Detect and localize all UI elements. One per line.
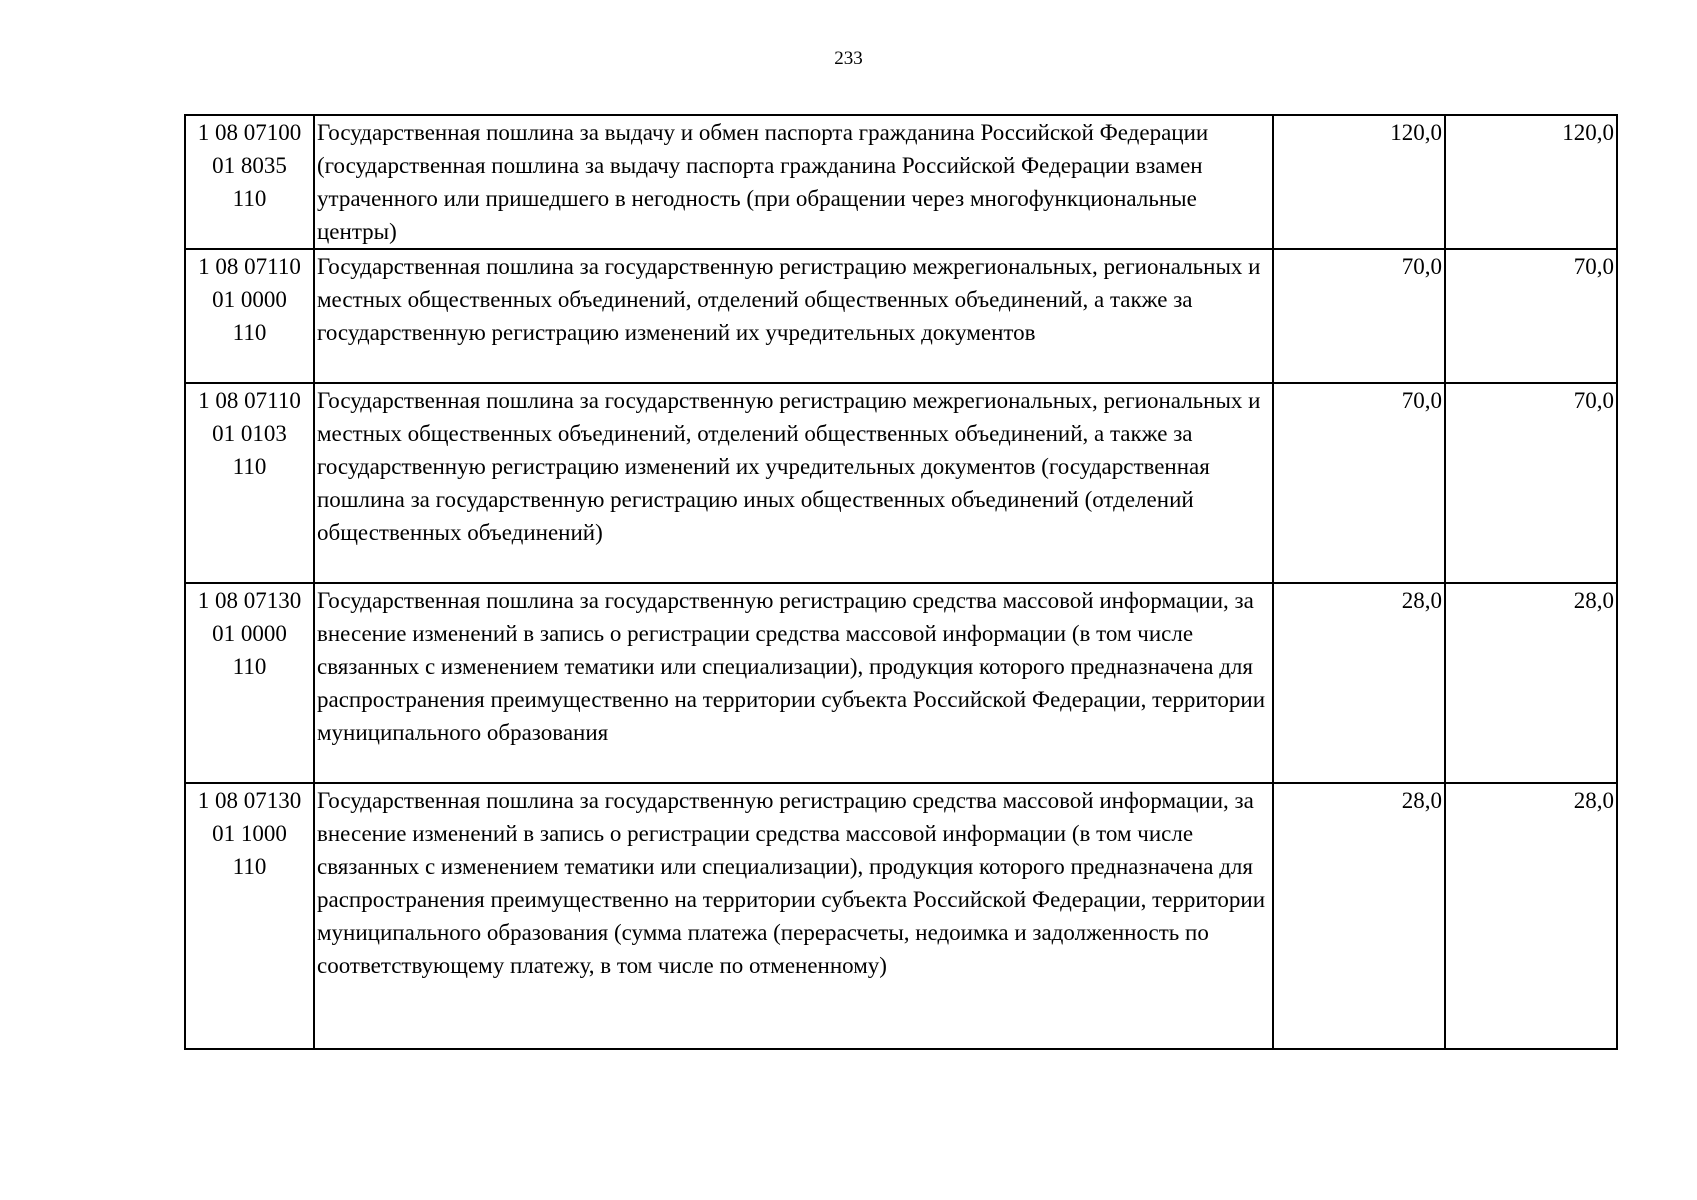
amount-column-1: 70,0 [1273,249,1445,383]
amount-column-2: 70,0 [1445,249,1617,383]
table-row [185,583,1617,783]
fee-table [184,114,1618,1050]
revenue-description: Государственная пошлина за государственную регистрацию межрегиональных, региональных и местных общественных объединений, отделений общественных объединений, а также за государственную регистрацию изменений их учредительных документов [314,249,1273,383]
table-row [185,383,1617,583]
table-row [185,115,1617,249]
amount-column-1: 120,0 [1273,115,1445,249]
revenue-description: Государственная пошлина за государственную регистрацию средства массовой информации, за внесение изменений в запись о регистрации средства массовой информации (в том числе связанных с изменением тематики или специализации), продукция которого предназначена для распространения преимущественно на территории субъекта Российской Федерации, территории муниципального образования (сумма платежа (перерасчеты, недоимка и задолженность по соответствующему платежу, в том числе по отмененному) [314,783,1273,1049]
revenue-description: Государственная пошлина за государственную регистрацию межрегиональных, региональных и местных общественных объединений, отделений общественных объединений, а также за государственную регистрацию изменений их учредительных документов (государственная пошлина за государственную регистрацию иных общественных объединений (отделений общественных объединений) [314,383,1273,583]
classification-code: 1 08 07100 01 8035 110 [185,115,314,249]
amount-column-2: 70,0 [1445,383,1617,583]
revenue-description: Государственная пошлина за государственную регистрацию средства массовой информации, за внесение изменений в запись о регистрации средства массовой информации (в том числе связанных с изменением тематики или специализации), продукция которого предназначена для распространения преимущественно на территории субъекта Российской Федерации, территории муниципального образования [314,583,1273,783]
classification-code: 1 08 07110 01 0000 110 [185,249,314,383]
amount-column-2: 28,0 [1445,583,1617,783]
table-row [185,783,1617,1049]
amount-column-1: 28,0 [1273,583,1445,783]
page-number: 233 [834,48,863,69]
classification-code: 1 08 07130 01 0000 110 [185,583,314,783]
table-row [185,249,1617,383]
amount-column-2: 120,0 [1445,115,1617,249]
amount-column-1: 70,0 [1273,383,1445,583]
amount-column-2: 28,0 [1445,783,1617,1049]
revenue-description: Государственная пошлина за выдачу и обмен паспорта гражданина Российской Федерации (государственная пошлина за выдачу паспорта гражданина Российской Федерации взамен утраченного или пришедшего в негодность (при обращении через многофункциональные центры) [314,115,1273,249]
amount-column-1: 28,0 [1273,783,1445,1049]
classification-code: 1 08 07110 01 0103 110 [185,383,314,583]
classification-code: 1 08 07130 01 1000 110 [185,783,314,1049]
